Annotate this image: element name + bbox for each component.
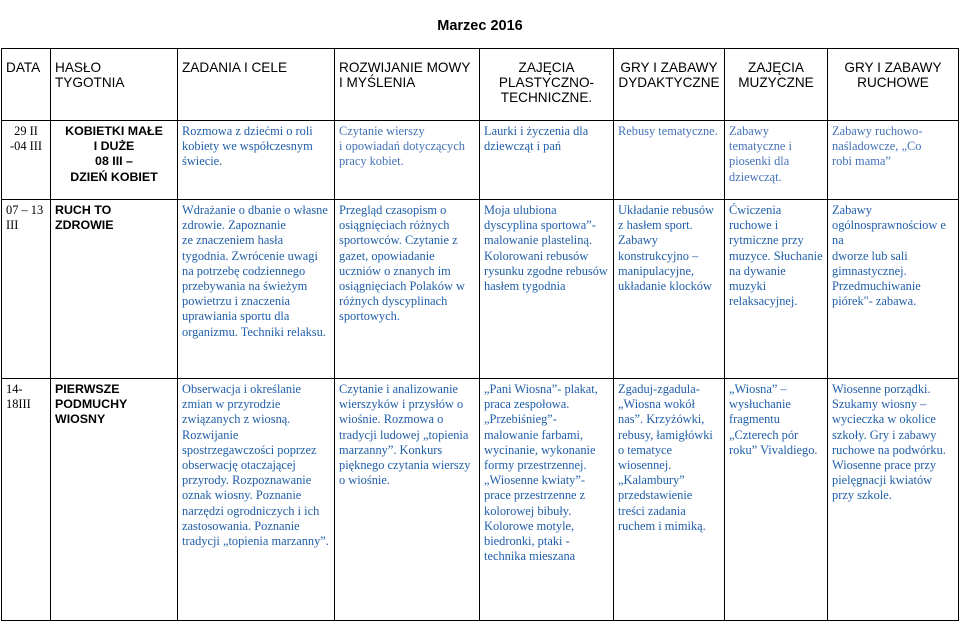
cell-movement: Zabawy ogólnosprawnościow e na dworze lub sali gimnastycznej. Przedmuchiwanie piórek"- zabawa.: [828, 200, 959, 379]
cell-date: 29 II -04 III: [2, 121, 51, 200]
document-title: Marzec 2016: [437, 18, 523, 34]
header-music: ZAJĘCIA MUZYCZNE: [725, 49, 828, 121]
cell-art: Moja ulubiona dyscyplina sportowa”- malowanie plasteliną. Kolorowani rebusów rysunku zgodne rebusów hasłem tygodnia: [480, 200, 614, 379]
cell-motto: PIERWSZE PODMUCHY WIOSNY: [51, 379, 178, 621]
cell-music: Zabawy tematyczne i piosenki dla dziewcząt.: [725, 121, 828, 200]
header-art: ZAJĘCIA PLASTYCZNO-TECHNICZNE.: [480, 49, 614, 121]
cell-motto: KOBIETKI MAŁE I DUŻE 08 III – DZIEŃ KOBIET: [51, 121, 178, 200]
cell-music: „Wiosna” – wysłuchanie fragmentu „Czterech pór roku” Vivaldiego.: [725, 379, 828, 621]
cell-motto: RUCH TO ZDROWIE: [51, 200, 178, 379]
cell-art: „Pani Wiosna”- plakat, praca zespołowa. „Przebiśnieg”- malowanie farbami, wycinanie, wykonanie formy przestrzennej. „Wiosenne kwiaty”- prace przestrzenne z kolorowej bibuły. Kolorowe motyle, biedronki, ptaki - technika mieszana: [480, 379, 614, 621]
cell-date: 14-18III: [2, 379, 51, 621]
cell-movement: Wiosenne porządki. Szukamy wiosny – wycieczka w okolice szkoły. Gry i zabawy ruchowe na podwórku. Wiosenne prace przy pielęgnacji kwiatów przy szkole.: [828, 379, 959, 621]
cell-didactic: Rebusy tematyczne.: [614, 121, 725, 200]
header-didactic: GRY I ZABAWY DYDAKTYCZNE: [614, 49, 725, 121]
header-speech: ROZWIJANIE MOWY I MYŚLENIA: [335, 49, 480, 121]
cell-art: Laurki i życzenia dla dziewcząt i pań: [480, 121, 614, 200]
cell-didactic: Zgaduj-zgadula- „Wiosna wokół nas”. Krzyżówki, rebusy, łamigłówki o tematyce wiosennej. „Kalambury” przedstawienie treści zadania ruchem i mimiką.: [614, 379, 725, 621]
monthly-plan-table: [1, 48, 959, 621]
cell-speech: Czytanie i analizowanie wierszyków i przysłów o wiośnie. Rozmowa o tradycji ludowej „topienia marzanny”. Konkurs pięknego czytania wierszy o wiośnie.: [335, 379, 480, 621]
cell-tasks: Wdrażanie o dbanie o własne zdrowie. Zapoznanie ze znaczeniem hasła tygodnia. Zwrócenie uwagi na potrzebę codziennego przebywania na świeżym powietrzu i znaczenia uprawiania sportu dla organizmu. Techniki relaksu.: [178, 200, 335, 379]
cell-speech: Przegląd czasopism o osiągnięciach różnych sportowców. Czytanie z gazet, opowiadanie uczniów o znanych im osiągnięciach Polaków w różnych dyscyplinach sportowych.: [335, 200, 480, 379]
cell-music: Ćwiczenia ruchowe i rytmiczne przy muzyce. Słuchanie na dywanie muzyki relaksacyjnej.: [725, 200, 828, 379]
cell-speech: Czytanie wierszy i opowiadań dotyczących pracy kobiet.: [335, 121, 480, 200]
cell-didactic: Układanie rebusów z hasłem sport. Zabawy konstrukcyjno – manipulacyjne, układanie klocków: [614, 200, 725, 379]
cell-date: 07 – 13 III: [2, 200, 51, 379]
table-row: [2, 379, 959, 621]
header-date: DATA: [2, 49, 51, 121]
cell-tasks: Rozmowa z dziećmi o roli kobiety we współczesnym świecie.: [178, 121, 335, 200]
header-motto: HASŁO TYGOTNIA: [51, 49, 178, 121]
header-movement: GRY I ZABAWY RUCHOWE: [828, 49, 959, 121]
table-row: [2, 121, 959, 200]
header-tasks: ZADANIA I CELE: [178, 49, 335, 121]
cell-movement: Zabawy ruchowo-naśladowcze, „Co robi mama”: [828, 121, 959, 200]
table-row: [2, 200, 959, 379]
cell-tasks: Obserwacja i określanie zmian w przyrodzie związanych z wiosną. Rozwijanie spostrzegawczości poprzez obserwację otaczającej przyrody. Rozpoznawanie oznak wiosny. Poznanie narzędzi ogrodniczych i ich zastosowania. Poznanie tradycji „topienia marzanny”.: [178, 379, 335, 621]
header-row: [2, 49, 959, 121]
